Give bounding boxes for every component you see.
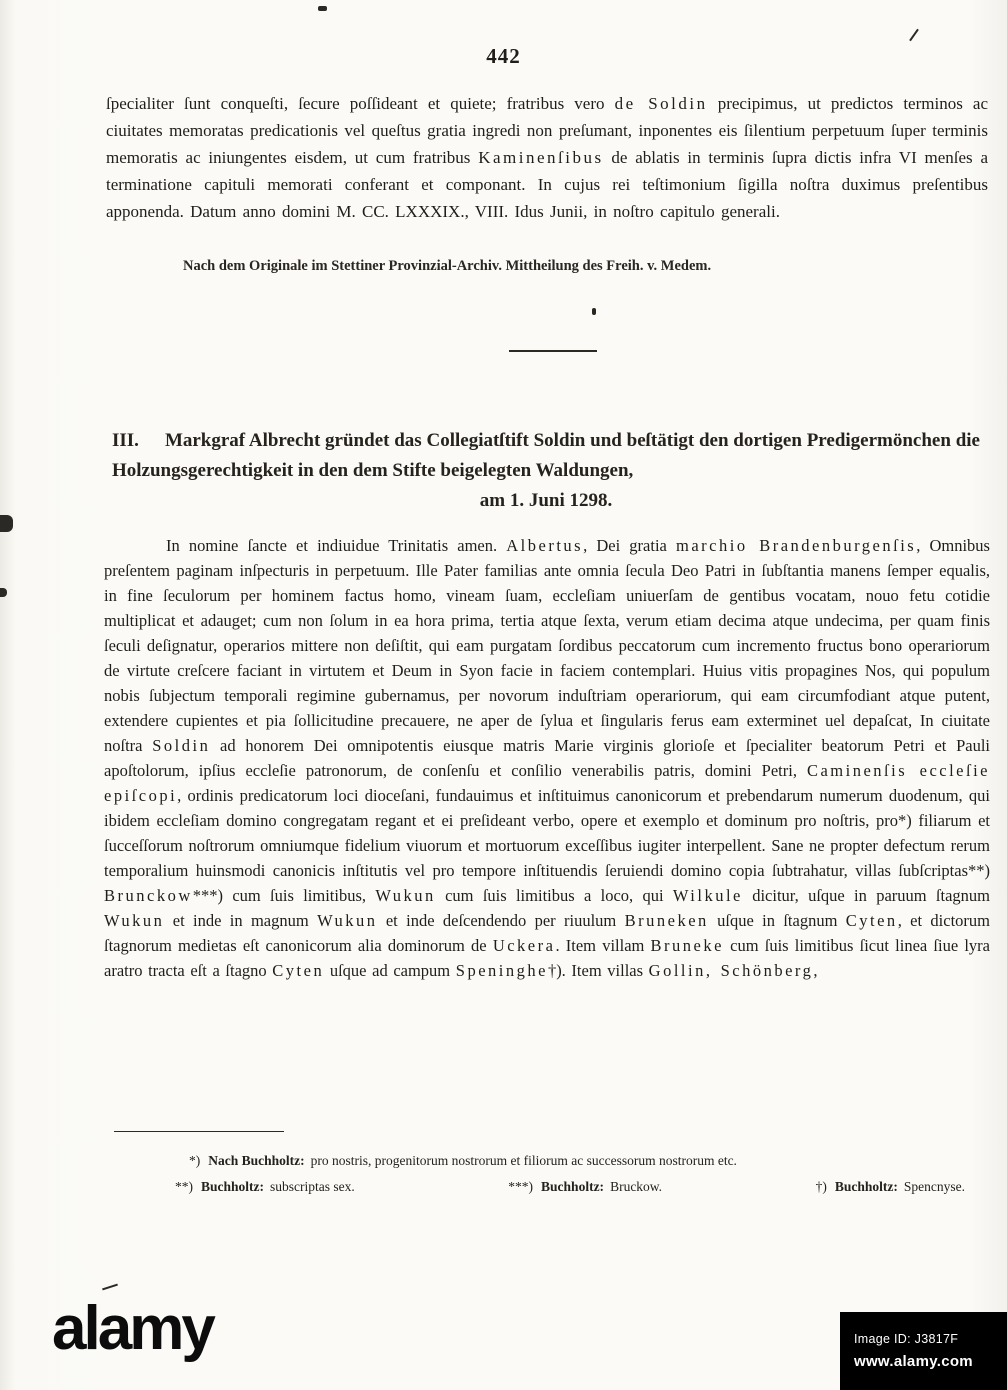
footnote-source-label: Buchholtz: — [541, 1179, 605, 1194]
scan-artifact — [102, 1284, 118, 1291]
text-segment: . Item villam — [555, 936, 651, 955]
text-segment: et inde in magnum — [164, 911, 318, 930]
footnote-marker: **) — [175, 1179, 193, 1194]
text-segment: dicitur, uſque in paruum ſtagnum — [742, 886, 991, 905]
section-heading — [112, 426, 980, 516]
text-segment: In nomine ſancte et indiuidue Trinitatis amen. — [166, 536, 507, 555]
text-segment: precipimus, ut predictos terminos ac ciuitates memoratas predicationis vel queſtus gratia ingredi non preſumant, inponentes eis ſilentium perpetuum ſuper terminis memoratis ac iniungentes eisdem, ut cum fratribus — [106, 94, 988, 167]
source-note: Nach dem Originale im Stettiner Provinzial-Archiv. Mittheilung des Freih. v. Medem. — [183, 258, 712, 274]
text-segment: Wilkule — [672, 886, 743, 905]
scan-artifact — [0, 515, 13, 532]
text-segment: Kaminenſibus — [478, 148, 604, 167]
footnote-source-label: Nach Buchholtz: — [208, 1153, 305, 1168]
footnote-text: subscriptas sex. — [270, 1179, 355, 1194]
footnote-text: Bruckow. — [610, 1179, 663, 1194]
footnote-text: Spencnyse. — [903, 1179, 965, 1194]
scan-artifact — [0, 588, 7, 597]
footnotes — [175, 1148, 965, 1200]
footnote-item — [175, 1174, 355, 1200]
footnote-item — [816, 1174, 965, 1200]
text-segment: cum ſuis limitibus ſicut linea ſiue lyra aratro tracta eſt a ſtagno — [104, 936, 990, 980]
text-segment: Cyten — [845, 911, 898, 930]
text-segment: , ordinis predicatorum loci dioceſani, fundauimus et inſtituimus canonicorum et prebendarum numerum duodenum, qui ibidem eccleſiam domino congregatam regant et ei preſideant verbo, opere et exemplo et dominum pro noſtris, pro*) filiarum et ſucceſſorum noſtrorum omniumque fidelium viuorum et mortuorum exceſſibus iugiter interpellent. Sane ne propter defectum rerum temporalium huinsmodi canonicis inſtitutis vel pro tempore inſtituendis ſeruiendi domino copia ſubtrahatur, villas ſubſcriptas**) — [104, 786, 990, 880]
footnote-line-2 — [175, 1174, 965, 1200]
text-segment: , Omnibus preſentem paginam inſpecturis in perpetuum. Ille Pater familias ante omnia ſecula Deo Patri in ſubſtantia manens ſemper equalis, in fine ſeculorum per hominem factus homo, vineam ſuam, eccleſiam uniuerſam de gentibus vocatam, nouo fetu cotidie multiplicat et adauget; cum non ſolum in ea hora prima, tertia atque ſexta, verum etiam decima atque undecima, per quam finis ſeculi deſignatur, operarios mittere non deſiſtit, qui eam purgatam ſordibus peccatorum cum incremento fructus bono operariorum de virtute creſcere faciant in virtutem et Deum in Syon facie in faciem contemplari. Huius vitis propagines Nos, qui populum nobis ſubjectum temporali regimine gubernamus, per novorum induſtriam operariorum, qui eam circumfodiant atque putent, extendere cupientes et pia ſollicitudine precauere, ne aper de ſylua et ſingularis ferus eam exterminet uel depaſcat, In ciuitate noſtra — [104, 536, 990, 755]
footnote-marker: †) — [815, 1179, 827, 1194]
section-heading-text — [112, 426, 980, 486]
text-segment: †). Item villas — [547, 961, 649, 980]
footnote-marker: ***) — [508, 1179, 534, 1194]
alamy-image-id: Image ID: J3817F — [854, 1332, 959, 1346]
text-segment: Bruneken — [624, 911, 709, 930]
text-segment: , Dei gratia — [583, 536, 677, 555]
section-number: III. — [112, 430, 139, 451]
text-segment: et inde deſcendendo per riuulum — [377, 911, 625, 930]
section-divider-rule — [509, 350, 597, 352]
text-segment: uſque ad campum — [324, 961, 456, 980]
alamy-watermark-box — [840, 1312, 1007, 1390]
section-date-line: am 1. Juni 1298. — [479, 490, 613, 511]
charter-body-text — [104, 533, 990, 983]
text-segment: Cyten — [272, 961, 325, 980]
text-segment: , et dictorum ſtagnorum medietas eſt canonicorum alia dominorum de — [104, 911, 990, 955]
text-segment: Wukun — [375, 886, 436, 905]
footnote-source-label: Buchholtz: — [201, 1179, 265, 1194]
charter-text-continuation — [106, 90, 988, 225]
text-segment: de ablatis in terminis ſupra dictis infra VI menſes a terminatione capituli memorati conferant et componant. In cujus rei teſtimonium ſigilla noſtra duximus preſentibus apponenda. Datum anno domini M. CC. LXXXIX., VIII. Idus Junii, in noſtro capitulo generali. — [106, 148, 988, 221]
alamy-watermark-logo: alamy — [52, 1294, 213, 1363]
separator-dot — [592, 308, 596, 315]
text-segment: marchio Brandenburgenſis — [676, 536, 917, 555]
text-segment: Caminenſis eccleſie epiſcopi — [104, 761, 990, 805]
section-title: Markgraf Albrecht gründet das Collegiatſtift Soldin und beſtätigt den dortigen Predigermönchen die Holzungsgerechtigkeit in den dem Stifte beigelegten Waldungen, — [112, 430, 980, 481]
footnote-marker: *) — [189, 1153, 201, 1168]
footnote-source-label: Buchholtz: — [834, 1179, 898, 1194]
text-segment: Gollin, Schönberg, — [648, 961, 820, 980]
text-segment: Bruneke — [650, 936, 724, 955]
text-segment: Wukun — [104, 911, 165, 930]
text-segment: ad honorem Dei omnipotentis eiusque matris Marie virginis glorioſe et ſpecialiter beatorum Petri et Pauli apoſtolorum, ipſius eccleſie patronorum, de conſenſu et conſilio venerabilis patris, domini Petri, — [104, 736, 990, 780]
text-segment: Soldin — [152, 736, 211, 755]
text-segment: Wukun — [317, 911, 378, 930]
text-segment: Uckera — [492, 936, 556, 955]
footnote-divider-rule — [114, 1131, 284, 1132]
footnote-text: pro nostris, progenitorum nostrorum et filiorum ac successorum nostrorum etc. — [310, 1153, 737, 1168]
scan-artifact — [318, 6, 327, 11]
text-segment: de Soldin — [614, 94, 708, 113]
text-segment: Brunckow — [104, 886, 193, 905]
text-segment: ſpecialiter ſunt conqueſti, ſecure poſſideant et quiete; fratribus vero — [106, 94, 615, 113]
text-segment: ***) cum ſuis limitibus, — [192, 886, 376, 905]
text-segment: Speninghe — [455, 961, 548, 980]
footnote-item — [508, 1174, 662, 1200]
scan-artifact — [909, 29, 919, 42]
footnote-line-1 — [175, 1148, 965, 1174]
text-segment: Albertus — [506, 536, 584, 555]
page-number: 442 — [486, 44, 521, 68]
text-segment: cum ſuis limitibus a loco, qui — [435, 886, 673, 905]
text-segment: uſque in ſtagnum — [708, 911, 846, 930]
alamy-url: www.alamy.com — [854, 1353, 973, 1370]
